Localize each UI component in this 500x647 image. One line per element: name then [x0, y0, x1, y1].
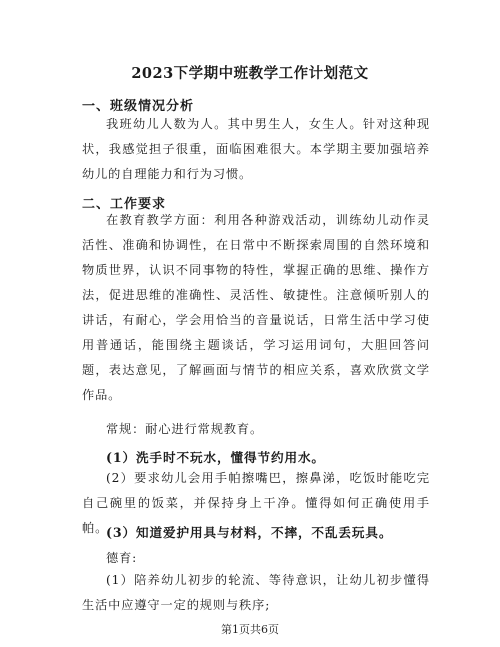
document-title: 2023下学期中班教学工作计划范文 [131, 65, 369, 82]
list-item-4: (1）陪养幼儿初步的轮流、等待意识，让幼儿初步懂得生活中应遵守一定的规则与秩序; [82, 573, 430, 612]
routine-label: 常规：耐心进行常规教育。 [106, 422, 264, 436]
list-item-1: (1）洗手时不玩水，懂得节约用水。 [106, 450, 325, 465]
section-heading-work-requirements: 二、工作要求 [82, 197, 167, 212]
list-item-3: (3）知道爱护用具与材料，不摔，不乱丢玩具。 [106, 525, 393, 540]
moral-label: 德育: [106, 551, 138, 565]
paragraph-class-analysis: 我班幼儿人数为人。其中男生人，女生人。针对这种现状，我感觉担子很重，面临困难很大。本学期主要加强培养幼儿的自理能力和行为习惯。 [82, 117, 430, 181]
page-number: 第1页共6页 [221, 623, 279, 636]
paragraph-teaching: 在教育教学方面：利用各种游戏活动，训练幼儿动作灵活性、准确和协调性，在日常中不断探索周围的自然环境和物质世界，认识不同事物的特性，掌握正确的思维、操作方法，促进思维的准确性、灵活性、敏捷性。注意倾听别人的讲话，有耐心，学会用恰当的音量说话，日常生活中学习使用普通话，能围绕主题谈话，学习运用词句，大胆回答问题，表达意见，了解画面与情节的相应关系，喜欢欣赏文学作品。 [82, 213, 430, 402]
section-heading-class-analysis: 一、班级情况分析 [82, 99, 195, 114]
list-item-2: (2）要求幼儿会用手帕擦嘴巴，擦鼻涕，吃饭时能吃完自己碗里的饭菜，并保持身上干净。懂得如何正确使用手帕。 [82, 471, 430, 535]
